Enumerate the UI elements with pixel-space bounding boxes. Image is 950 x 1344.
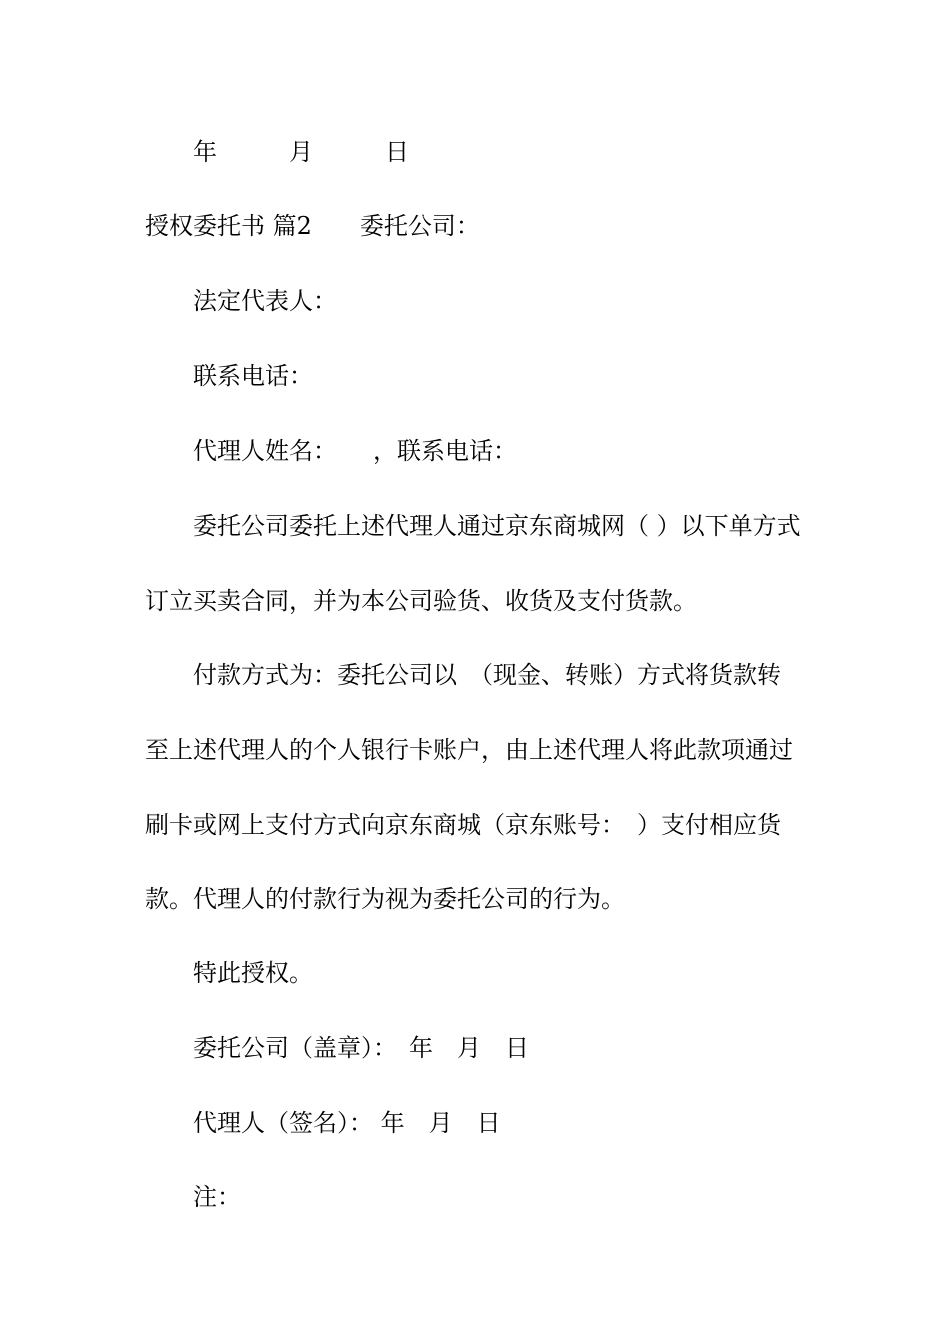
company-seal-line: 委托公司（盖章）： 年 月 日: [193, 1034, 529, 1062]
paragraph-1-line-2: 订立买卖合同，并为本公司验货、收货及支付货款。: [145, 587, 697, 615]
note-line: 注：: [193, 1183, 241, 1211]
agent-info-line: 代理人姓名： ，联系电话：: [193, 437, 517, 465]
title-line: 授权委托书 篇2 委托公司：: [145, 212, 480, 240]
paragraph-2-line-2: 至上述代理人的个人银行卡账户，由上述代理人将此款项通过: [145, 736, 793, 764]
contact-phone-line: 联系电话：: [193, 362, 313, 390]
paragraph-2-line-1: 付款方式为：委托公司以 （现金、转账）方式将货款转: [193, 661, 781, 689]
paragraph-1-line-1: 委托公司委托上述代理人通过京东商城网（ ）以下单方式: [193, 512, 801, 540]
agent-signature-line: 代理人（签名）： 年 月 日: [193, 1109, 501, 1137]
paragraph-2-line-3: 刷卡或网上支付方式向京东商城（京东账号： ）支付相应货: [145, 811, 781, 839]
legal-representative-line: 法定代表人：: [193, 287, 337, 315]
special-authorization-line: 特此授权。: [193, 959, 313, 987]
date-line-top: 年 月 日: [193, 138, 409, 166]
paragraph-2-line-4: 款。代理人的付款行为视为委托公司的行为。: [145, 885, 625, 913]
